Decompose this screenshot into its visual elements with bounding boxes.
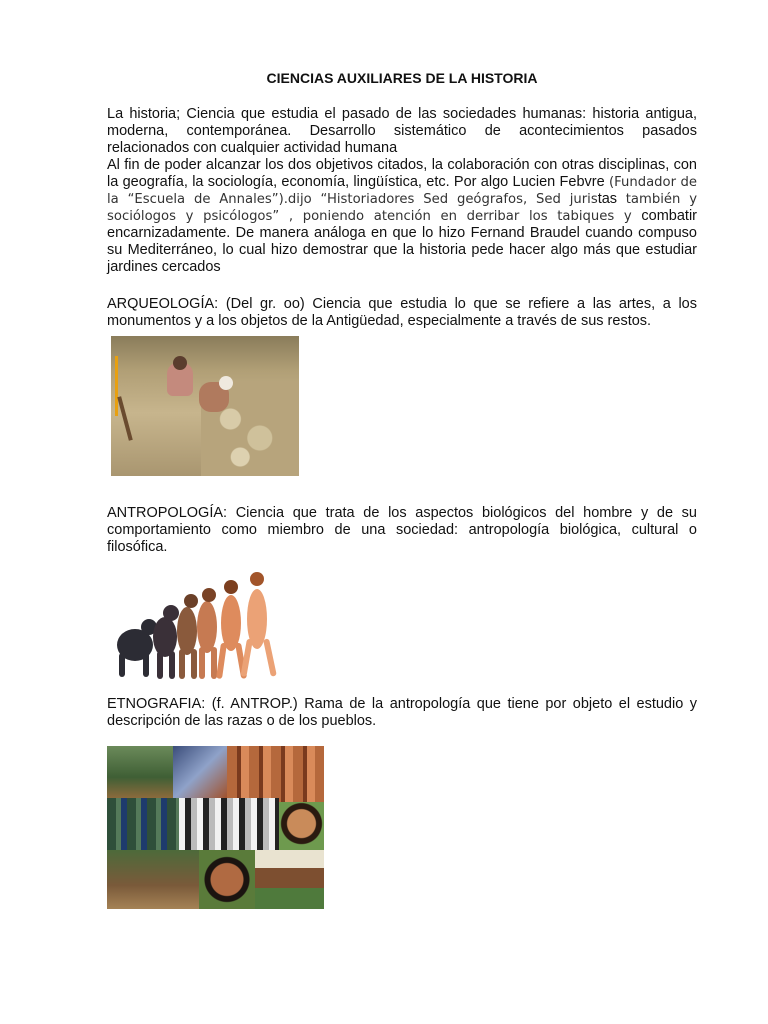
tribe-group-photo <box>227 746 324 802</box>
village-photo <box>107 746 173 798</box>
intro-text-2e: combatir encarnizadamente. De manera análoga en que lo hizo Fernand Braudel cuando compuso su Mediterráneo, lo cual hizo demostrar que la historia pede hacer algo más que estudiar jardines cercados <box>107 208 697 275</box>
hominid-figure <box>153 605 179 679</box>
archaeologist-head <box>173 356 187 370</box>
human-figure <box>240 572 276 677</box>
elder-portrait-photo <box>255 850 324 909</box>
document-title: CIENCIAS AUXILIARES DE LA HISTORIA <box>266 70 538 86</box>
ape-figure <box>117 619 157 677</box>
antropologia-paragraph: ANTROPOLOGÍA: Ciencia que trata de los aspectos biológicos del hombre y de su comportamiento como miembro de una sociedad: antropología biológica, cultural o filosófica. <box>107 505 697 555</box>
evolution-figures <box>107 557 289 683</box>
dancers-photo <box>107 798 179 850</box>
canoe-photo <box>107 850 199 909</box>
hominid-figure <box>197 588 217 679</box>
child-portrait-photo <box>279 802 324 850</box>
intro-text-2c: tas <box>597 191 626 207</box>
shovel <box>117 396 133 441</box>
intro-paragraph <box>107 106 697 276</box>
historical-photo <box>179 798 279 850</box>
intro-text-2b: (Fundador de la “Escuela de Annales”).dijo “Historiadores Sed geógrafos, Sed juris <box>107 175 697 207</box>
ethnography-collage-image <box>107 746 324 909</box>
weaver-photo <box>173 746 227 798</box>
archaeologist-head <box>219 376 233 390</box>
archaeology-excavation-image <box>111 336 299 476</box>
woman-portrait-photo <box>199 850 255 909</box>
measuring-stick <box>115 356 118 416</box>
intro-text-1: La historia; Ciencia que estudia el pasado de las sociedades humanas: historia antigua, moderna, contemporánea. Desarrollo sistemático de acontecimientos pasados relacionados con cualquier actividad humana <box>107 106 697 156</box>
etnografia-paragraph: ETNOGRAFIA: (f. ANTROP.) Rama de la antropología que tiene por objeto el estudio y descripción de las razas o de los pueblos. <box>107 696 697 729</box>
hominid-figure <box>177 594 198 679</box>
intro-text-2a: Al fin de poder alcanzar los dos objetivos citados, la colaboración con otras disciplinas, con la geografía, la sociología, economía, lingüística, etc. Por algo Lucien Febvre <box>107 157 697 190</box>
human-evolution-image <box>107 557 289 683</box>
arqueologia-paragraph: ARQUEOLOGÍA: (Del gr. oo) Ciencia que estudia lo que se refiere a las artes, a los monumentos y a los objetos de la Antigüedad, especialmente a través de sus restos. <box>107 296 697 329</box>
intro-text-2d: también y sociólogos y psicólogos” , poniendo atención en derribar los tabiques y <box>107 192 697 224</box>
